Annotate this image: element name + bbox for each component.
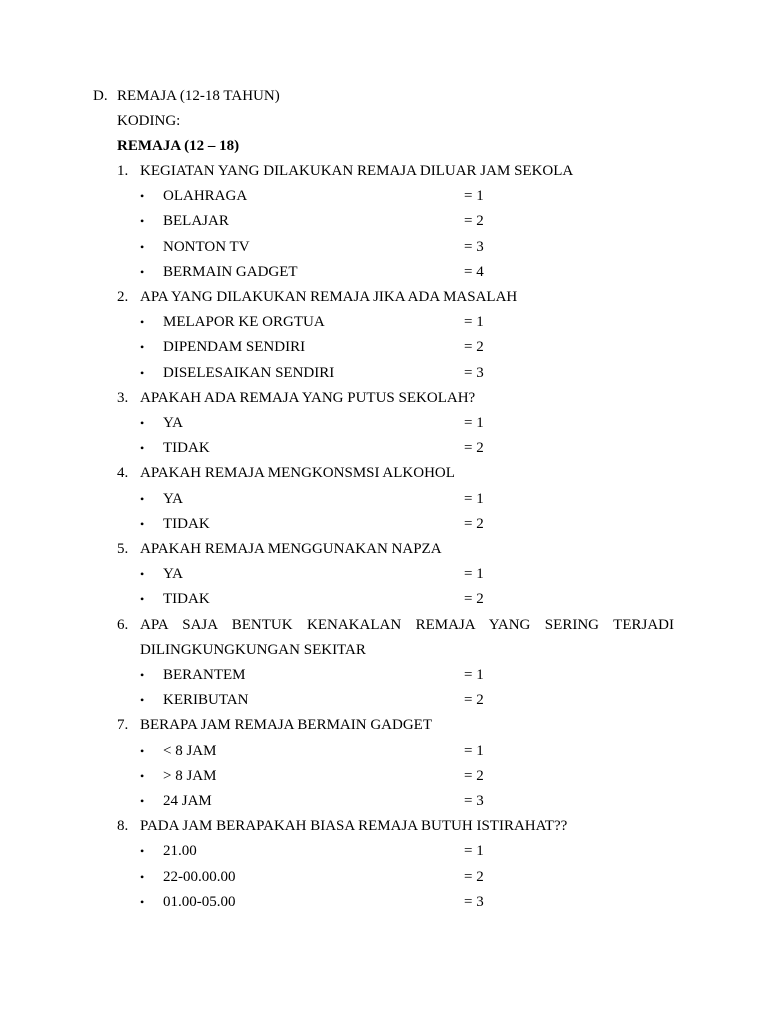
option-code: = 1 [464, 667, 484, 683]
question-number: 6. [117, 616, 129, 633]
option-label: 01.00-05.00 [163, 893, 236, 910]
question-text: APAKAH REMAJA MENGKONSMSI ALKOHOL [140, 465, 455, 482]
question-text: PADA JAM BERAPAKAH BIASA REMAJA BUTUH ISTIRAHAT?? [140, 818, 568, 835]
option-label: YA [163, 490, 184, 507]
bullet-icon: • [140, 768, 145, 783]
option-label: YA [163, 566, 184, 583]
option-label: TIDAK [163, 515, 210, 532]
option-label: 24 JAM [163, 793, 212, 809]
question-number: 5. [117, 541, 129, 557]
option-code: = 1 [464, 314, 484, 331]
option-label: BERANTEM [163, 667, 246, 683]
option-code: = 3 [464, 238, 484, 255]
bullet-icon: • [140, 894, 145, 909]
bullet-icon: • [140, 794, 145, 808]
option-code: = 2 [464, 213, 484, 230]
bullet-icon: • [140, 416, 145, 430]
question-text-line2: DILINGKUNGKUNGAN SEKITAR [140, 641, 366, 658]
option-code: = 1 [464, 188, 484, 205]
option-label: TIDAK [163, 440, 210, 457]
koding-label: KODING: [117, 113, 181, 129]
option-label: > 8 JAM [163, 767, 217, 784]
question-text: BERAPA JAM REMAJA BERMAIN GADGET [140, 717, 432, 734]
option-label: OLAHRAGA [163, 188, 248, 205]
option-code: = 1 [464, 843, 484, 860]
option-code: = 2 [464, 591, 484, 608]
bullet-icon: • [140, 264, 145, 279]
option-label: BELAJAR [163, 213, 229, 230]
bullet-icon: • [140, 214, 145, 229]
option-code: = 2 [464, 515, 484, 532]
question-number: 4. [117, 465, 129, 482]
bullet-icon: • [140, 340, 145, 355]
option-label: 21.00 [163, 843, 197, 860]
option-code: = 2 [464, 339, 484, 356]
question-text: APAKAH REMAJA MENGGUNAKAN NAPZA [140, 541, 442, 557]
option-code: = 2 [464, 868, 484, 885]
bullet-icon: • [140, 693, 145, 708]
bullet-icon: • [140, 365, 145, 380]
bullet-icon: • [140, 491, 145, 506]
option-code: = 1 [464, 742, 484, 759]
question-text: KEGIATAN YANG DILAKUKAN REMAJA DILUAR JAM SEKOLA [140, 163, 574, 179]
option-code: = 2 [464, 692, 484, 709]
option-code: = 2 [464, 767, 484, 784]
question-number: 3. [117, 389, 129, 406]
option-label: MELAPOR KE ORGTUA [163, 314, 325, 331]
section-title: REMAJA (12-18 TAHUN) [117, 88, 280, 104]
option-label: TIDAK [163, 591, 210, 608]
bullet-icon: • [140, 844, 145, 859]
question-text: APAKAH ADA REMAJA YANG PUTUS SEKOLAH? [140, 389, 476, 406]
option-code: = 1 [464, 566, 484, 583]
bullet-icon: • [140, 441, 145, 456]
option-label: 22-00.00.00 [163, 868, 236, 885]
bullet-icon: • [140, 567, 145, 582]
option-code: = 3 [464, 793, 484, 809]
option-code: = 1 [464, 490, 484, 507]
question-number: 8. [117, 818, 129, 835]
option-label: DISELESAIKAN SENDIRI [163, 364, 335, 381]
bullet-icon: • [140, 592, 145, 607]
option-label: BERMAIN GADGET [163, 263, 298, 280]
question-number: 2. [117, 289, 129, 305]
option-label: YA [163, 415, 184, 431]
option-code: = 3 [464, 364, 484, 381]
option-code: = 1 [464, 415, 484, 431]
option-code: = 3 [464, 893, 484, 910]
option-label: DIPENDAM SENDIRI [163, 339, 306, 356]
bullet-icon: • [140, 516, 145, 531]
bullet-icon: • [140, 315, 145, 330]
bullet-icon: • [140, 869, 145, 884]
question-number: 1. [117, 163, 129, 179]
question-text: APA YANG DILAKUKAN REMAJA JIKA ADA MASALAH [140, 289, 518, 305]
bullet-icon: • [140, 189, 145, 204]
option-code: = 2 [464, 440, 484, 457]
question-text-line1: APA SAJA BENTUK KENAKALAN REMAJA YANG SERING TERJADI [140, 616, 674, 633]
option-code: = 4 [464, 263, 484, 280]
question-number: 7. [117, 717, 129, 734]
bullet-icon: • [140, 743, 145, 758]
section-letter: D. [93, 88, 108, 104]
option-label: < 8 JAM [163, 742, 217, 759]
bullet-icon: • [140, 668, 145, 682]
bullet-icon: • [140, 239, 145, 254]
subtitle: REMAJA (12 – 18) [117, 138, 240, 154]
option-label: KERIBUTAN [163, 692, 249, 709]
option-label: NONTON TV [163, 238, 250, 255]
